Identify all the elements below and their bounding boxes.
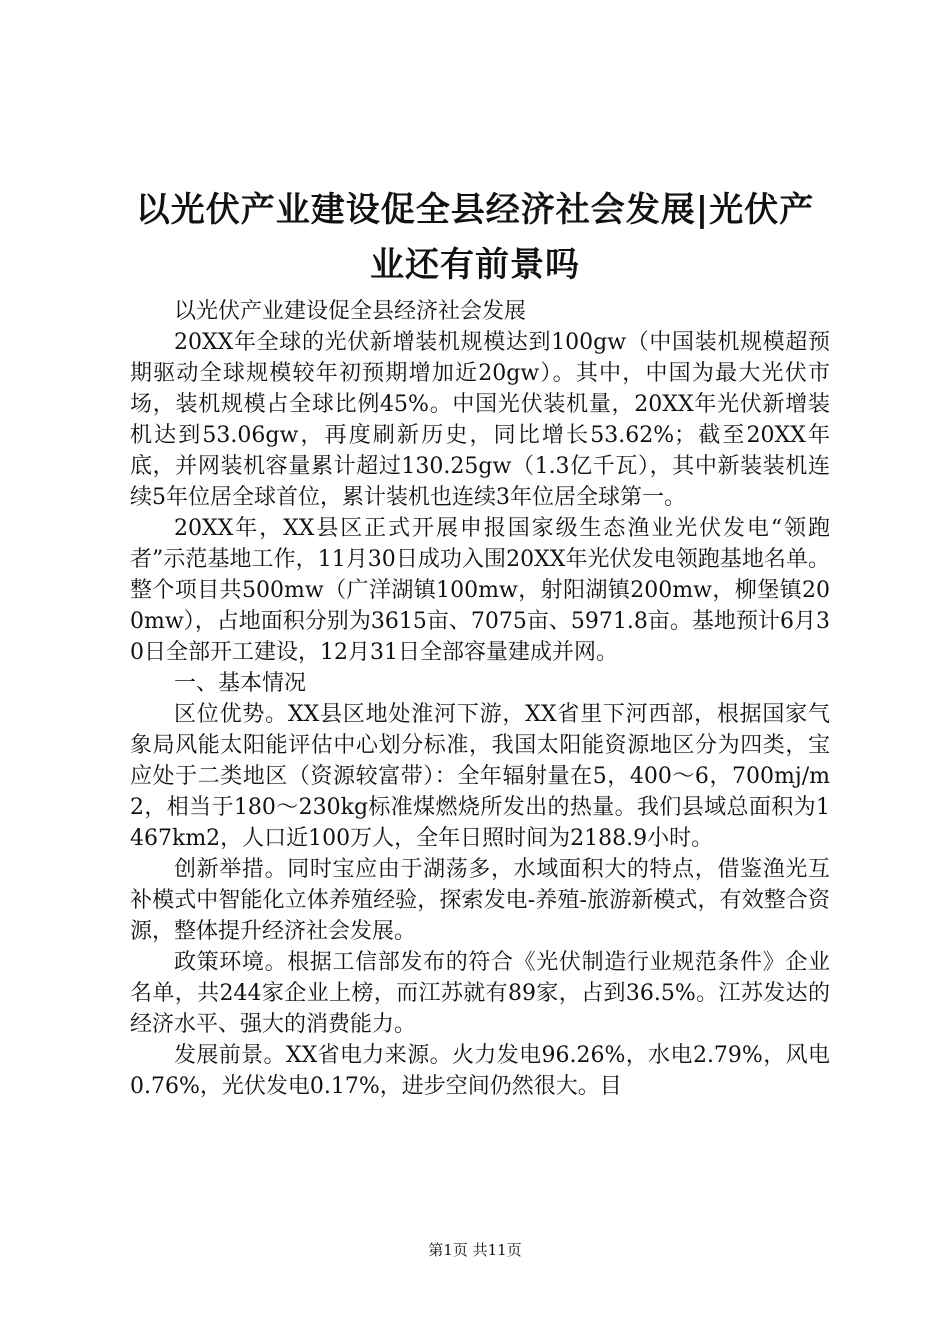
subtitle-paragraph: 以光伏产业建设促全县经济社会发展 <box>174 299 527 324</box>
global-pv-paragraph: 20XX年全球的光伏新增装机规模达到100gw（中国装机规模超预期驱动全球规模较年初预期增加近20gw）。其中，中国为最大光伏市场，装机规模占全球比例45%。中国光伏装机量，20XX年光伏新增装机达到53.06gw，再度刷新历史，同比增长53.62%；截至20XX年底，并网装机容量累计超过130.25gw（1.3亿千瓦），其中新装装机连续5年位居全球首位，累计装机也连续3年位居全球第一。 <box>130 330 830 510</box>
innovation-paragraph: 创新举措。同时宝应由于湖荡多，水域面积大的特点，借鉴渔光互补模式中智能化立体养殖经验，探索发电-养殖-旅游新模式，有效整合资源，整体提升经济社会发展。 <box>130 857 830 944</box>
county-base-paragraph: 20XX年，XX县区正式开展申报国家级生态渔业光伏发电“领跑者”示范基地工作，11月30日成功入围20XX年光伏发电领跑基地名单。整个项目共500mw（广洋湖镇100mw，射阳湖镇200mw，柳堡镇200mw），占地面积分别为3615亩、7075亩、5971.8亩。基地预计6月30日全部开工建设，12月31日全部容量建成并网。 <box>130 516 830 665</box>
document-body <box>130 296 830 1102</box>
page-footer: 第1页 共11页 <box>428 1241 522 1259</box>
prospect-paragraph: 发展前景。XX省电力来源。火力发电96.26%，水电2.79%，风电0.76%，光伏发电0.17%，进步空间仍然很大。目 <box>130 1043 830 1099</box>
location-advantage-paragraph: 区位优势。XX县区地处淮河下游，XX省里下河西部，根据国家气象局风能太阳能评估中心划分标准，我国太阳能资源地区分为四类，宝应处于二类地区（资源较富带）：全年辐射量在5，400～6，700mj/m2，相当于180～230kg标准煤燃烧所发出的热量。我们县域总面积为1467km2，人口近100万人，全年日照时间为2188.9小时。 <box>130 702 830 851</box>
policy-paragraph: 政策环境。根据工信部发布的符合《光伏制造行业规范条件》企业名单，共244家企业上榜，而江苏就有89家，占到36.5%。江苏发达的经济水平、强大的消费能力。 <box>130 950 830 1037</box>
document-title: 以光伏产业建设促全县经济社会发展|光伏产业还有前景吗 <box>135 190 815 285</box>
section-heading-basic: 一、基本情况 <box>174 671 307 696</box>
